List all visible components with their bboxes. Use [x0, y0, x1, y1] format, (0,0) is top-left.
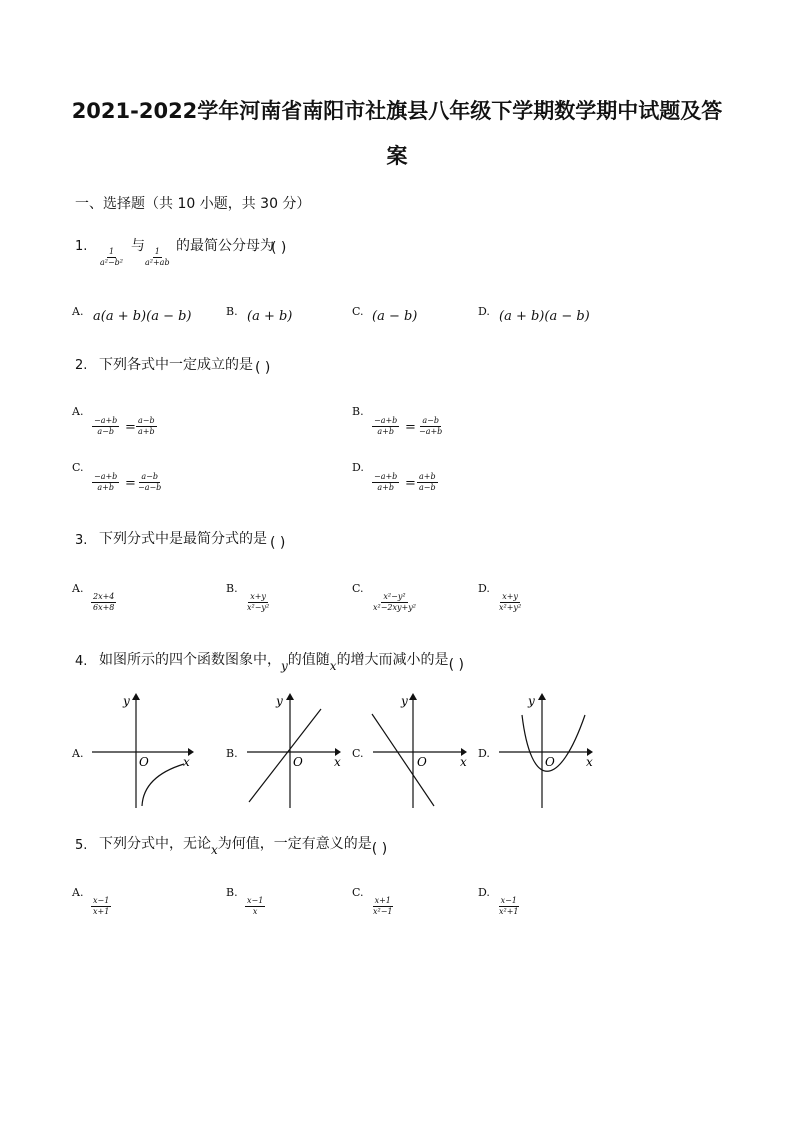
question-text: 下列分式中是最简分式的是	[99, 531, 267, 547]
origin-label: O	[417, 755, 427, 769]
option-b[interactable]	[245, 592, 271, 613]
denominator: x²−2xy+y²	[373, 603, 416, 612]
question-number: 5.	[75, 838, 88, 853]
numerator: a−b	[138, 416, 155, 425]
fraction[interactable]	[417, 472, 438, 493]
option-a[interactable]	[91, 896, 111, 917]
graph-option-d[interactable]	[495, 690, 601, 812]
y-axis-arrow	[132, 693, 140, 700]
denominator: a−b	[97, 427, 114, 436]
denominator: a+b	[138, 427, 155, 436]
numerator: x+y	[502, 592, 518, 601]
question-text: 下列各式中一定成立的是	[99, 357, 253, 373]
numerator: −a+b	[94, 416, 118, 425]
option-a[interactable]	[91, 592, 116, 613]
answer-blank: ( )	[255, 360, 271, 376]
y-axis-arrow	[409, 693, 417, 700]
fraction[interactable]	[92, 416, 119, 437]
y-axis-label: y	[123, 694, 130, 708]
fraction[interactable]	[136, 472, 163, 493]
numerator: x−1	[247, 896, 264, 905]
option-label: D.	[478, 582, 490, 595]
option-label: D.	[352, 461, 364, 474]
equals-sign: =	[125, 476, 136, 491]
option-c[interactable]: (a − b)	[372, 309, 418, 324]
option-label: B.	[226, 747, 238, 760]
denominator: x²−1	[373, 907, 393, 916]
fraction	[98, 247, 125, 268]
fraction[interactable]	[92, 472, 119, 493]
fraction[interactable]	[372, 472, 399, 493]
origin-label: O	[139, 755, 149, 769]
variable-x: x	[211, 843, 218, 857]
denominator: a+b	[377, 483, 394, 492]
x-axis-label: x	[460, 755, 467, 769]
numerator: 2x+4	[93, 592, 115, 601]
numerator: a+b	[419, 472, 436, 481]
option-b[interactable]: (a + b)	[247, 309, 293, 324]
origin-label: O	[293, 755, 303, 769]
question-number: 1.	[75, 239, 88, 254]
fraction	[143, 247, 172, 268]
option-d[interactable]	[497, 592, 523, 613]
question-text-part: 的增大而减小的是	[336, 652, 449, 668]
function-line	[249, 709, 321, 802]
question-number: 2.	[75, 358, 88, 373]
option-c[interactable]	[371, 592, 418, 613]
option-label: C.	[72, 461, 84, 474]
numerator: x+y	[250, 592, 266, 601]
graph-option-a[interactable]	[88, 690, 198, 812]
denominator: x²−y²	[247, 603, 270, 612]
y-axis-label: y	[401, 694, 408, 708]
page-title-line2: 案	[386, 144, 408, 168]
numerator: x+1	[374, 896, 391, 905]
option-a[interactable]: a(a + b)(a − b)	[93, 309, 192, 324]
origin-label: O	[545, 755, 555, 769]
answer-blank: ( )	[448, 657, 464, 673]
numerator: x²−y²	[383, 592, 406, 601]
variable-x: x	[329, 659, 337, 673]
fraction[interactable]	[372, 416, 399, 437]
x-axis-label: x	[183, 755, 190, 769]
denominator: x	[252, 907, 258, 916]
denominator: a+b	[377, 427, 394, 436]
option-label: A.	[72, 886, 84, 899]
y-axis-label: y	[276, 694, 283, 708]
option-b[interactable]	[245, 896, 265, 917]
option-c[interactable]	[371, 896, 395, 917]
denominator: a²+ab	[145, 258, 170, 267]
option-label: A.	[72, 405, 84, 418]
answer-blank: ( )	[271, 240, 287, 256]
x-axis-label: x	[586, 755, 593, 769]
numerator: −a+b	[374, 472, 398, 481]
option-d[interactable]	[497, 896, 521, 917]
question-text-part: 的值随	[287, 652, 330, 668]
variable-y: y	[281, 659, 288, 673]
option-label: B.	[226, 305, 238, 318]
fraction[interactable]	[136, 416, 157, 437]
numerator: −a+b	[94, 472, 118, 481]
question-text-part: 为何值，一定有意义的是	[217, 836, 372, 852]
denominator: x+1	[93, 907, 110, 916]
question-text	[99, 833, 388, 857]
denominator: x²+y²	[499, 603, 522, 612]
equals-sign: =	[405, 476, 416, 491]
denominator: a²−b²	[100, 258, 124, 267]
numerator: a−b	[422, 416, 439, 425]
question-text-part: 下列分式中，无论	[99, 836, 211, 852]
option-label: C.	[352, 305, 364, 318]
numerator: x−1	[93, 896, 110, 905]
option-label: B.	[226, 886, 238, 899]
numerator: a−b	[141, 472, 158, 481]
option-label: A.	[72, 747, 84, 760]
option-label: D.	[478, 747, 490, 760]
option-label: B.	[226, 582, 238, 595]
denominator: −a−b	[138, 483, 162, 492]
graph-option-c[interactable]	[369, 690, 475, 812]
fraction[interactable]	[417, 416, 444, 437]
equals-sign: =	[125, 420, 136, 435]
option-label: A.	[72, 582, 84, 595]
answer-blank: ( )	[270, 535, 286, 551]
question-text: 的最简公分母为	[176, 238, 274, 254]
denominator: −a+b	[419, 427, 443, 436]
denominator: x²+1	[499, 907, 519, 916]
numerator: 1	[154, 247, 160, 256]
answer-blank: ( )	[371, 841, 388, 857]
option-d[interactable]: (a + b)(a − b)	[499, 309, 590, 324]
function-curve	[142, 764, 184, 806]
page-title-line1: 2021-2022学年河南省南阳市社旗县八年级下学期数学期中试题及答	[71, 99, 723, 123]
option-label: C.	[352, 886, 364, 899]
x-axis-label: x	[334, 755, 341, 769]
option-label: D.	[478, 886, 490, 899]
numerator: x−1	[500, 896, 517, 905]
y-axis-arrow	[286, 693, 294, 700]
section-heading: 一、选择题（共 10 小题，共 30 分）	[75, 196, 311, 212]
question-number: 3.	[75, 533, 88, 548]
question-number: 4.	[75, 654, 88, 669]
option-label: C.	[352, 747, 364, 760]
question-text-part: 如图所示的四个函数图象中，	[99, 652, 281, 668]
denominator: a+b	[97, 483, 114, 492]
option-label: D.	[478, 305, 490, 318]
question-text	[99, 649, 464, 673]
question-text: 与	[131, 238, 145, 254]
option-label: C.	[352, 582, 364, 595]
graph-option-b[interactable]	[243, 690, 349, 812]
option-label: A.	[72, 305, 84, 318]
y-axis-arrow	[538, 693, 546, 700]
numerator: 1	[108, 247, 115, 256]
y-axis-label: y	[528, 694, 535, 708]
equals-sign: =	[405, 420, 416, 435]
denominator: a−b	[419, 483, 436, 492]
numerator: −a+b	[374, 416, 398, 425]
denominator: 6x+8	[93, 603, 115, 612]
option-label: B.	[352, 405, 364, 418]
